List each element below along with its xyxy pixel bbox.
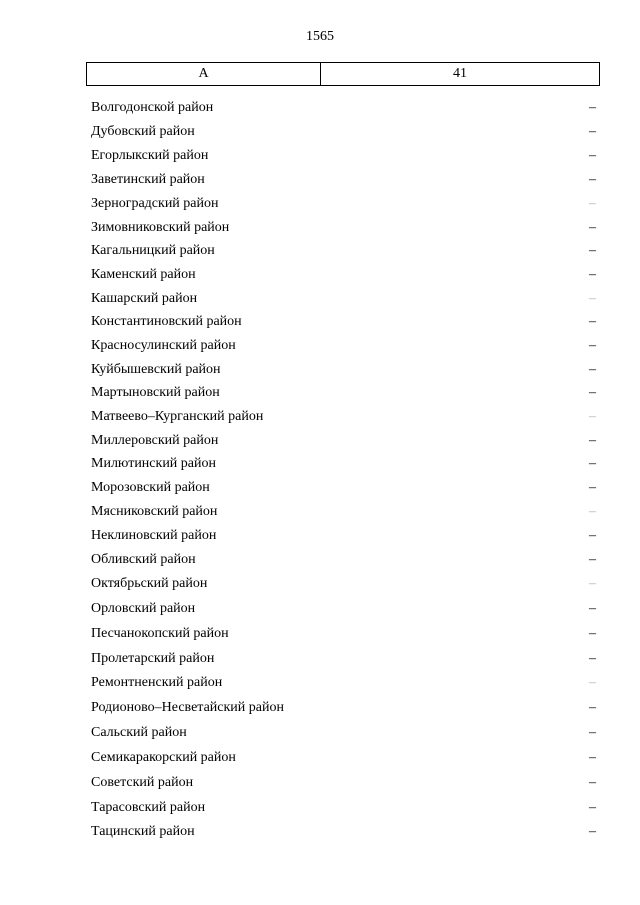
district-value: – (589, 504, 596, 519)
column-header-a: А (87, 63, 321, 86)
district-value: – (589, 291, 596, 306)
district-name: Дубовский район (91, 124, 195, 139)
district-name: Ремонтненский район (91, 675, 223, 690)
district-name: Семикаракорский район (91, 750, 236, 765)
district-value: – (589, 576, 596, 591)
district-value: – (589, 433, 596, 448)
table-row (91, 99, 596, 117)
table-row (91, 195, 596, 213)
table-row (91, 527, 596, 545)
district-value: – (589, 800, 596, 815)
district-name: Кашарский район (91, 291, 198, 306)
table-row (91, 600, 596, 618)
district-value: – (589, 172, 596, 187)
district-value: – (589, 196, 596, 211)
district-value: – (589, 220, 596, 235)
district-name: Мартыновский район (91, 385, 220, 400)
district-value: – (589, 362, 596, 377)
district-value: – (589, 385, 596, 400)
district-name: Морозовский район (91, 480, 210, 495)
table-row (91, 799, 596, 817)
district-value: – (589, 750, 596, 765)
district-value: – (589, 528, 596, 543)
table-row (91, 774, 596, 792)
column-header-row (87, 63, 600, 86)
table-row (91, 699, 596, 717)
district-value: – (589, 409, 596, 424)
table-row (91, 408, 596, 426)
district-value: – (589, 338, 596, 353)
column-header-table (86, 62, 600, 86)
district-value: – (589, 456, 596, 471)
district-name: Пролетарский район (91, 651, 215, 666)
table-row (91, 455, 596, 473)
district-value: – (589, 243, 596, 258)
district-value: – (589, 626, 596, 641)
district-name: Мясниковский район (91, 504, 218, 519)
district-name: Обливский район (91, 552, 196, 567)
table-row (91, 503, 596, 521)
district-name: Кагальницкий район (91, 243, 215, 258)
district-name: Тацинский район (91, 824, 195, 839)
district-value: – (589, 675, 596, 690)
table-row (91, 384, 596, 402)
district-name: Каменский район (91, 267, 196, 282)
table-row (91, 147, 596, 165)
table-row (91, 432, 596, 450)
district-value: – (589, 480, 596, 495)
district-name: Заветинский район (91, 172, 205, 187)
district-value: – (589, 824, 596, 839)
district-value: – (589, 700, 596, 715)
district-value: – (589, 314, 596, 329)
page-number: 1565 (306, 29, 334, 44)
district-name: Тарасовский район (91, 800, 206, 815)
district-name: Красносулинский район (91, 338, 236, 353)
district-name: Милютинский район (91, 456, 217, 471)
district-name: Орловский район (91, 601, 196, 616)
table-row (91, 313, 596, 331)
table-row (91, 551, 596, 569)
column-header-41: 41 (321, 63, 600, 86)
table-row (91, 749, 596, 767)
table-row (91, 219, 596, 237)
table-row (91, 337, 596, 355)
district-name: Константиновский район (91, 314, 242, 329)
table-row (91, 674, 596, 692)
table-row (91, 242, 596, 260)
table-row (91, 171, 596, 189)
district-value: – (589, 775, 596, 790)
district-name: Октябрьский район (91, 576, 208, 591)
district-value: – (589, 124, 596, 139)
table-row (91, 266, 596, 284)
table-row (91, 290, 596, 308)
district-value: – (589, 601, 596, 616)
district-value: – (589, 552, 596, 567)
table-row (91, 724, 596, 742)
district-name: Куйбышевский район (91, 362, 221, 377)
district-value: – (589, 651, 596, 666)
district-name: Сальский район (91, 725, 187, 740)
table-row (91, 479, 596, 497)
district-name: Неклиновский район (91, 528, 217, 543)
table-row (91, 650, 596, 668)
district-value: – (589, 100, 596, 115)
district-name: Егорлыкский район (91, 148, 209, 163)
table-row (91, 823, 596, 841)
district-name: Зимовниковский район (91, 220, 230, 235)
district-name: Советский район (91, 775, 194, 790)
district-value: – (589, 725, 596, 740)
district-name: Волгодонской район (91, 100, 214, 115)
district-value: – (589, 267, 596, 282)
district-value: – (589, 148, 596, 163)
table-row (91, 361, 596, 379)
district-name: Родионово–Несветайский район (91, 700, 284, 715)
district-name: Песчанокопский район (91, 626, 229, 641)
table-row (91, 575, 596, 593)
table-row (91, 123, 596, 141)
district-name: Миллеровский район (91, 433, 219, 448)
district-name: Зерноградский район (91, 196, 219, 211)
table-row (91, 625, 596, 643)
district-name: Матвеево–Курганский район (91, 409, 264, 424)
